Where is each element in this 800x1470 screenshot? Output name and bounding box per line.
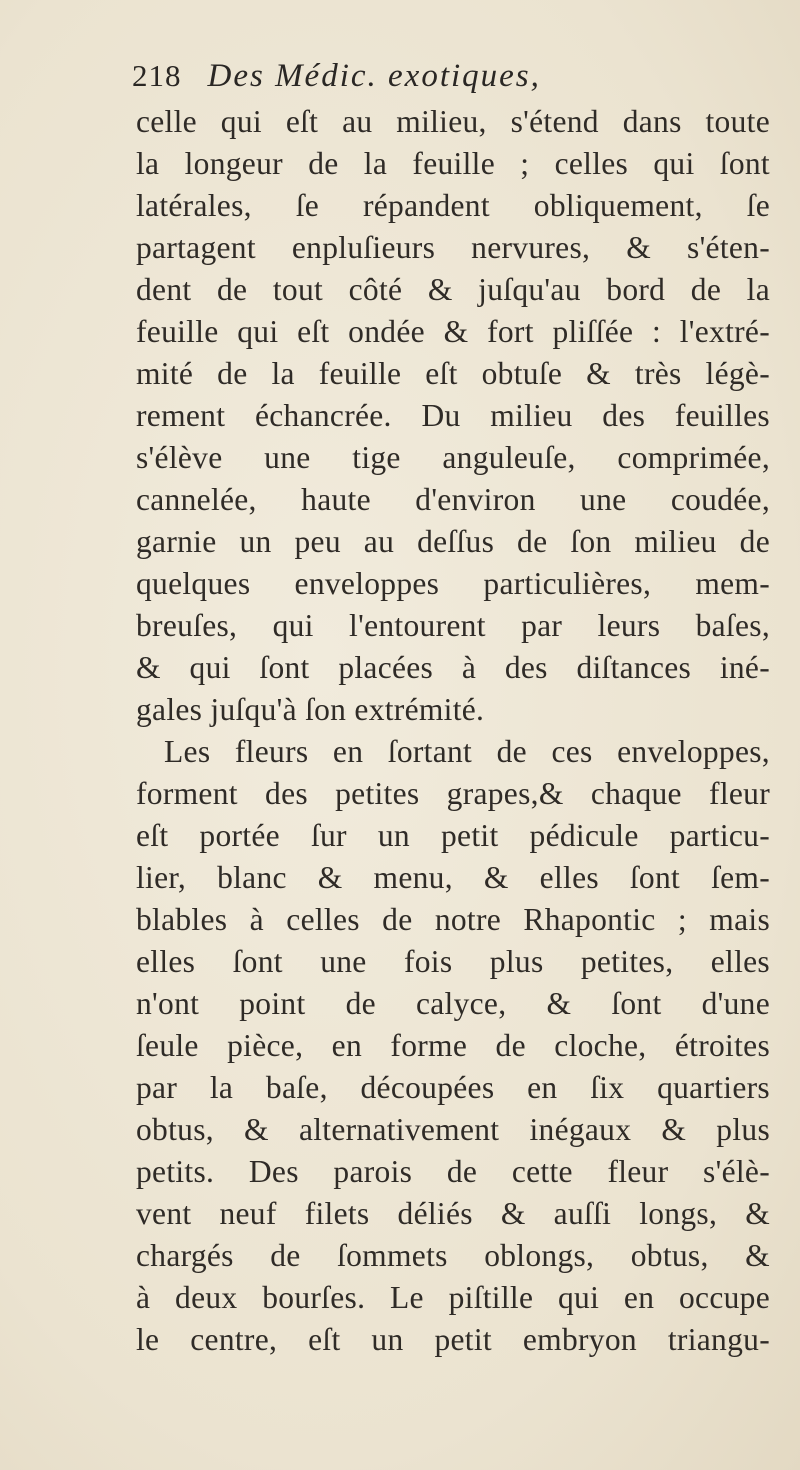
paragraph-end-line: gales juſqu'à ſon extrémité. bbox=[136, 692, 485, 727]
text-line: partagent enpluſieurs nervures, & s'éten- bbox=[136, 230, 770, 265]
text-line: quelques enveloppes particulières, mem- bbox=[136, 566, 770, 601]
text-line: breuſes, qui l'entourent par leurs baſes, bbox=[136, 608, 770, 643]
running-title: Des Médic. exotiques, bbox=[207, 58, 541, 94]
text-line: obtus, & alternativement inégaux & plus bbox=[136, 1112, 770, 1147]
text-line: s'élève une tige anguleuſe, comprimée, bbox=[136, 440, 770, 475]
text-line: latérales, ſe répandent obliquement, ſe bbox=[136, 188, 770, 223]
text-line: n'ont point de calyce, & ſont d'une bbox=[136, 986, 770, 1021]
text-line: eſt portée ſur un petit pédicule particu- bbox=[136, 818, 770, 853]
text-line: par la baſe, découpées en ſix quartiers bbox=[136, 1070, 770, 1105]
running-head bbox=[132, 58, 722, 104]
text-line: & qui ſont placées à des diſtances iné- bbox=[136, 650, 770, 685]
text-line: blables à celles de notre Rhapontic ; mais bbox=[136, 902, 770, 937]
text-line: chargés de ſommets oblongs, obtus, & bbox=[136, 1238, 770, 1273]
text-line: le centre, eſt un petit embryon triangu- bbox=[136, 1322, 770, 1357]
text-line: dent de tout côté & juſqu'au bord de la bbox=[136, 272, 770, 307]
text-line: elles ſont une fois plus petites, elles bbox=[136, 944, 770, 979]
text-line: vent neuf filets déliés & auſſi longs, & bbox=[136, 1196, 770, 1231]
text-line: cannelée, haute d'environ une coudée, bbox=[136, 482, 770, 517]
text-line: forment des petites grapes,& chaque fleur bbox=[136, 776, 770, 811]
text-line: lier, blanc & menu, & elles ſont ſem- bbox=[136, 860, 770, 895]
page-number: 218 bbox=[132, 58, 182, 93]
body-text bbox=[136, 101, 770, 1361]
text-line: la longeur de la feuille ; celles qui ſont bbox=[136, 146, 770, 181]
text-line: petits. Des parois de cette fleur s'élè- bbox=[136, 1154, 770, 1189]
paragraph-start-line: Les fleurs en ſortant de ces enveloppes, bbox=[164, 734, 770, 769]
text-line: feuille qui eſt ondée & fort pliſſée : l'extré- bbox=[136, 314, 770, 349]
text-line: garnie un peu au deſſus de ſon milieu de bbox=[136, 524, 770, 559]
text-line: ſeule pièce, en forme de cloche, étroites bbox=[136, 1028, 770, 1063]
text-line: mité de la feuille eſt obtuſe & très légè- bbox=[136, 356, 770, 391]
text-line: à deux bourſes. Le piſtille qui en occupe bbox=[136, 1280, 770, 1315]
text-line: rement échancrée. Du milieu des feuilles bbox=[136, 398, 770, 433]
text-line: celle qui eſt au milieu, s'étend dans toute bbox=[136, 104, 770, 139]
